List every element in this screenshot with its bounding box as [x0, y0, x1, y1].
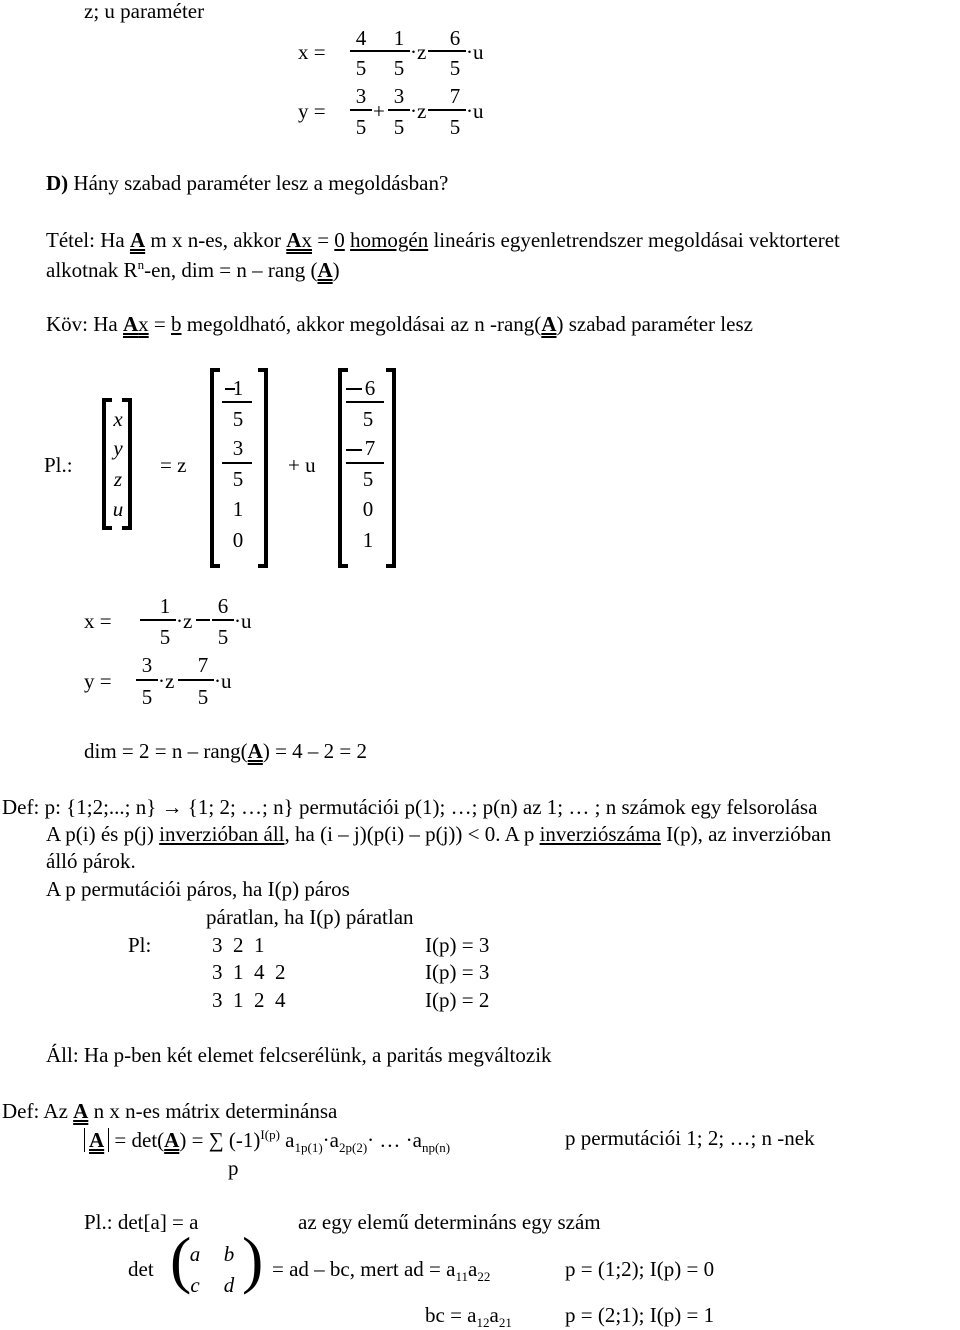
minus-sign [372, 50, 388, 52]
minus-sign [140, 619, 154, 621]
y-eq-var3: ·u [466, 99, 484, 123]
theorem-line-2: alkotnak $R^n-en$, dim = n – rang (A) [46, 257, 340, 282]
matrix-entry: a [189, 1242, 201, 1266]
def-determinant-line-1: Def: Az A n x n-es mátrix determinánsa [2, 1099, 338, 1123]
def-permutation-line-5: páratlan, ha I(p) páratlan [206, 905, 414, 929]
vector-entry: 5 [232, 407, 244, 431]
bc-term: bc = $a_{12}a_{21}$ [425, 1303, 512, 1330]
vector-entry: 3 [232, 436, 244, 460]
ex-y-var1: ·z [158, 669, 175, 693]
vector-entry: 1 [232, 376, 244, 400]
example-label: Pl: [128, 933, 152, 957]
inversion-count: I(p) = 2 [425, 988, 490, 1012]
statement-parity: Áll: Ha p-ben két elemet felcserélünk, a paritás megváltozik [46, 1043, 552, 1067]
vector-entry: 1 [362, 528, 374, 552]
y-eq-n3: 7 [449, 84, 461, 108]
example-det-1x1-note: az egy elemű determináns egy szám [298, 1210, 601, 1234]
x-eq-d3: 5 [449, 56, 461, 80]
fraction-bar [346, 462, 384, 464]
vector-entry: x [113, 407, 123, 431]
sum-icon: ∑ [208, 1128, 224, 1152]
ex-y-d1: 5 [141, 685, 153, 709]
param-note: z; u paraméter [84, 0, 205, 23]
corollary: Köv: Ha Ax = b megoldható, akkor megoldásai az n -rang(A) szabad paraméter lesz [46, 312, 753, 336]
vector-entry: 7 [364, 436, 376, 460]
ex-y-n1: 3 [141, 653, 153, 677]
vector-entry: 5 [232, 467, 244, 491]
section-d-heading: D) Hány szabad paraméter lesz a megoldásban? [46, 171, 449, 195]
sum-index: p [228, 1156, 239, 1180]
perm-swap: p = (2;1); I(p) = 1 [565, 1303, 715, 1327]
right-bracket [386, 368, 396, 568]
matrix-entry: c [190, 1273, 200, 1297]
ex-y-d2: 5 [197, 685, 209, 709]
plus-u: + u [288, 453, 316, 477]
fraction-bar [192, 679, 214, 681]
fraction-bar [388, 109, 410, 111]
det-2x2-expansion: = ad – bc, mert ad = $a_{11}a_{22}$ [272, 1257, 491, 1285]
ex-x-eq-lhs: x = [84, 609, 112, 633]
ex-x-d2: 5 [217, 625, 229, 649]
x-eq-n2: 1 [393, 26, 405, 50]
fraction-bar [136, 679, 158, 681]
fraction-bar [212, 619, 234, 621]
fraction-bar [444, 50, 466, 52]
ex-x-n2: 6 [217, 594, 229, 618]
matrix-entry: d [223, 1273, 235, 1297]
vector-entry: u [112, 497, 124, 521]
vector-entry: 0 [232, 528, 244, 552]
left-bracket [338, 368, 348, 568]
def-permutation-line-3: álló párok. [46, 849, 136, 873]
left-paren: ( [170, 1224, 192, 1295]
y-eq-d3: 5 [449, 115, 461, 139]
vector-entry: z [113, 467, 123, 491]
left-bracket [210, 368, 220, 568]
y-eq-d2: 5 [393, 115, 405, 139]
minus-sign [428, 50, 444, 52]
perm-identity: p = (1;2); I(p) = 0 [565, 1257, 715, 1281]
determinant-formula: A = det(A) = ∑ $(-1)^{I(p)}$ $a_{1p(1)}\cdot a_{2p(2)}\cdot$ … $\cdot a_{np(n)}$ [84, 1128, 450, 1154]
y-eq-d1: 5 [355, 115, 367, 139]
matrix-entry: b [223, 1242, 235, 1266]
ex-y-eq-lhs: y = [84, 669, 112, 693]
minus-sign [428, 109, 444, 111]
det-label: det [128, 1257, 154, 1281]
y-eq-var2: ·z [410, 99, 427, 123]
vector-entry: y [113, 436, 123, 460]
x-eq-d1: 5 [355, 56, 367, 80]
ex-x-var1: ·z [176, 609, 193, 633]
x-eq-n3: 6 [449, 26, 461, 50]
ex-y-var2: ·u [214, 669, 232, 693]
x-eq-var2: ·z [410, 40, 427, 64]
x-eq-d2: 5 [393, 56, 405, 80]
permutation-example: 3 1 2 4 [212, 988, 286, 1012]
inversion-count: I(p) = 3 [425, 933, 490, 957]
permutation-note: p permutációi 1; 2; …; n -nek [565, 1126, 815, 1150]
right-bracket [258, 368, 268, 568]
vector-entry: 0 [362, 497, 374, 521]
y-eq-lhs: y = [298, 99, 326, 123]
ex-x-var2: ·u [234, 609, 252, 633]
vector-entry: 5 [362, 467, 374, 491]
fraction-bar [350, 50, 372, 52]
permutation-example: 3 1 4 2 [212, 960, 286, 984]
vector-entry: 1 [232, 497, 244, 521]
fraction-bar [346, 401, 384, 403]
x-eq-lhs: x = [298, 40, 326, 64]
fraction-bar [154, 619, 176, 621]
vector-entry: 6 [364, 376, 376, 400]
ex-x-d1: 5 [159, 625, 171, 649]
y-eq-n1: 3 [355, 84, 367, 108]
def-permutation-line-4: A p permutációi páros, ha I(p) páros [46, 877, 350, 901]
fraction-bar [350, 109, 372, 111]
theorem-line-1: Tétel: Ha A m x n-es, akkor Ax = 0 homogén lineáris egyenletrendszer megoldásai vektorteret [46, 228, 840, 252]
fraction-bar [222, 462, 252, 464]
minus-sign [196, 619, 210, 621]
fraction-bar [444, 109, 466, 111]
x-eq-n1: 4 [355, 26, 367, 50]
example-det-1x1: Pl.: det[a] = a [84, 1210, 199, 1234]
def-permutation-line-1: Def: p: {1;2;...; n} → {1; 2; …; n} permutációi p(1); …; p(n) az 1; … ; n számok egy felsorolása [2, 795, 818, 819]
fraction-bar [222, 401, 252, 403]
vector-entry: 5 [362, 407, 374, 431]
example-label: Pl.: [44, 453, 73, 477]
x-eq-var3: ·u [466, 40, 484, 64]
right-paren: ) [242, 1224, 264, 1295]
inversion-count: I(p) = 3 [425, 960, 490, 984]
def-permutation-line-2: A p(i) és p(j) inverzióban áll, ha (i – j)(p(i) – p(j)) < 0. A p inverziószáma I(p), az inverzióban [46, 822, 832, 846]
ex-x-n1: 1 [159, 594, 171, 618]
eq-z: = z [160, 453, 187, 477]
fraction-bar [388, 50, 410, 52]
ex-y-n2: 7 [197, 653, 209, 677]
minus-sign [178, 679, 192, 681]
permutation-example: 3 2 1 [212, 933, 265, 957]
dim-line: dim = 2 = n – rang(A) = 4 – 2 = 2 [84, 739, 368, 763]
y-eq-n2: 3 [393, 84, 405, 108]
plus-sign: + [373, 99, 385, 123]
